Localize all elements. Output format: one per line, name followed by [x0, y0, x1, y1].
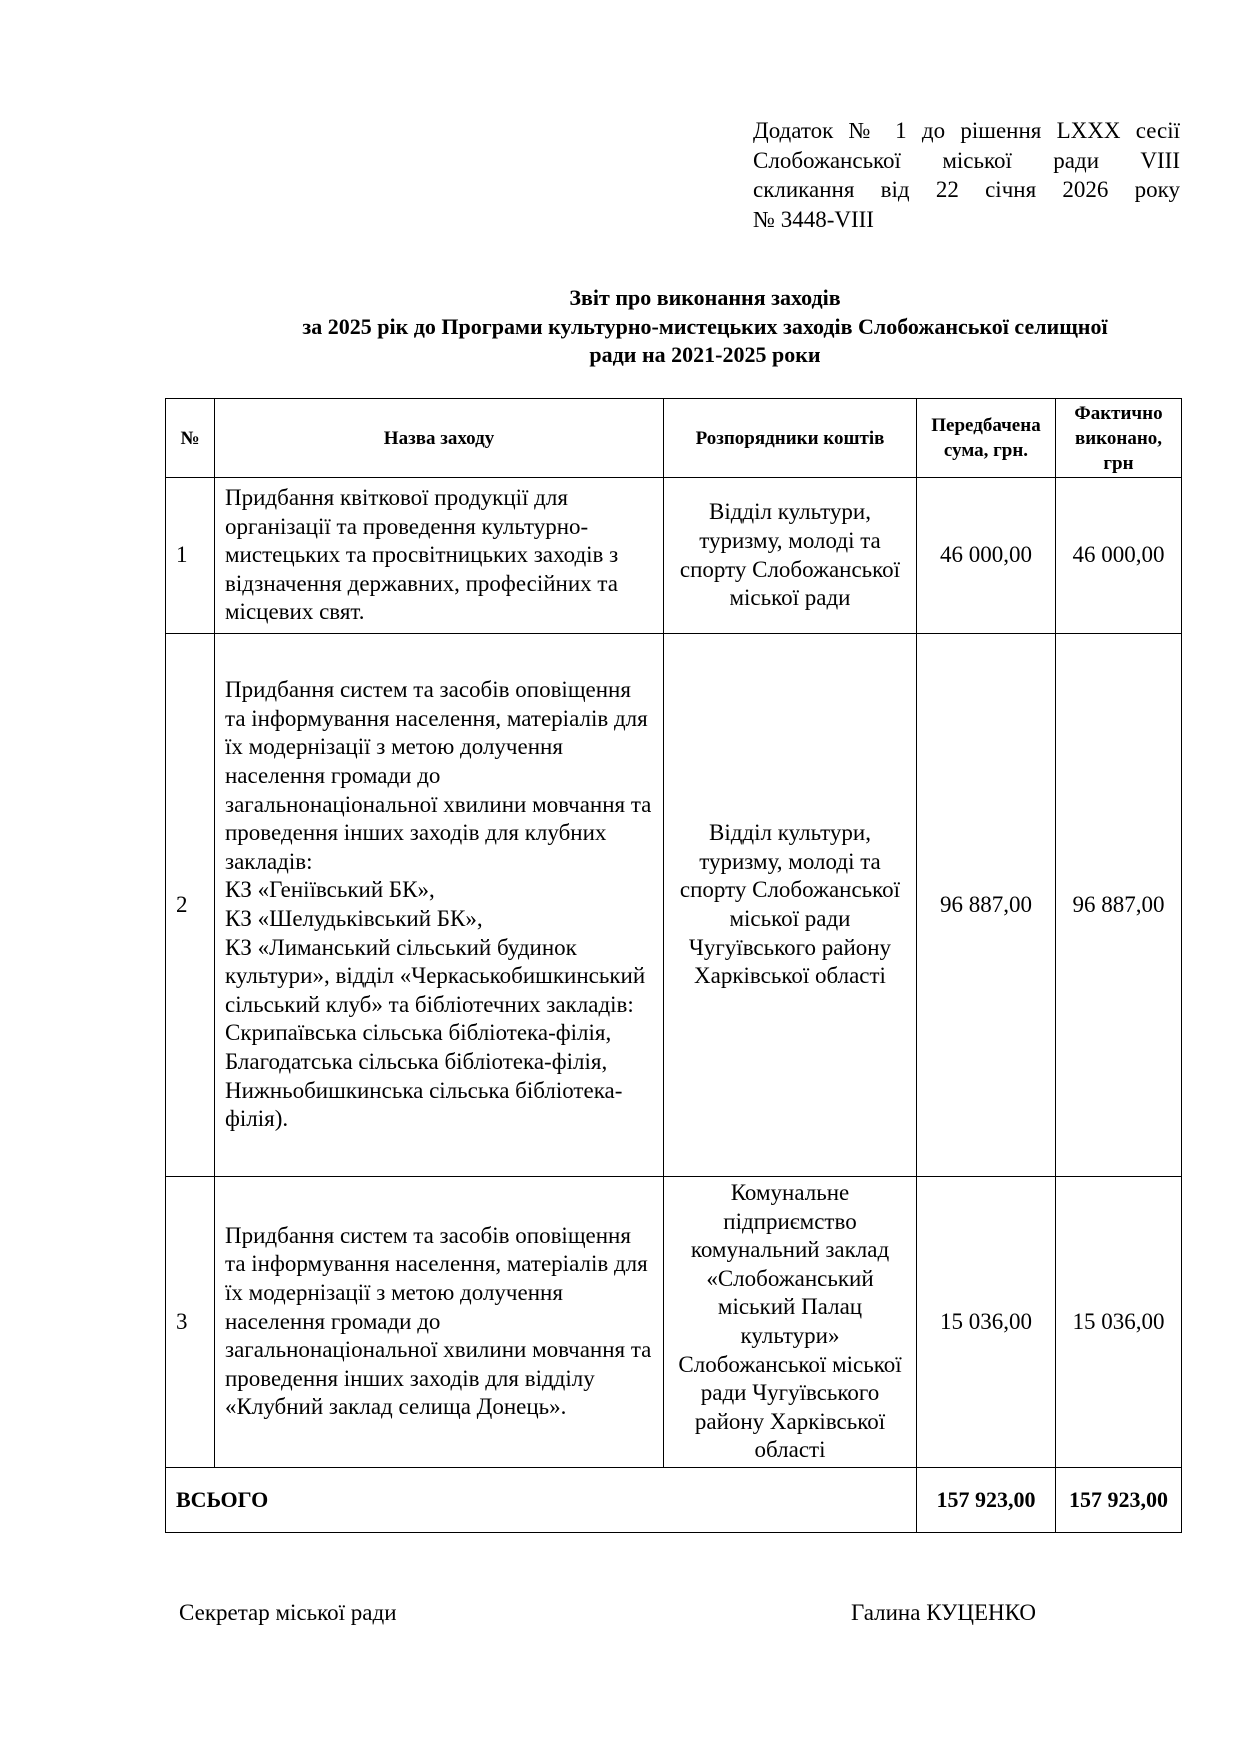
total-row [166, 1467, 1182, 1532]
row-planned: 96 887,00 [917, 634, 1056, 1177]
row-manager: Відділ культури, туризму, молоді та спорту Слобожанської міської ради [664, 478, 917, 634]
annex-line: Додаток № 1 до рішення LXXX сесії [753, 118, 1180, 143]
row-planned: 15 036,00 [917, 1177, 1056, 1468]
row-number: 2 [166, 634, 215, 1177]
total-planned: 157 923,00 [917, 1467, 1056, 1532]
table-row [166, 634, 1182, 1177]
row-actual: 15 036,00 [1056, 1177, 1182, 1468]
row-number: 3 [166, 1177, 215, 1468]
title-line: Звіт про виконання заходів [569, 285, 841, 310]
row-planned: 46 000,00 [917, 478, 1056, 634]
row-manager: Комунальне підприємство комунальний заклад «Слобожанський міський Палац культури» Слобожанської міської ради Чугуївського району Харківської області [664, 1177, 917, 1468]
row-name: Придбання систем та засобів оповіщення та інформування населення, матеріалів для їх модернізації з метою долучення населення громади до загальнонаціональної хвилини мовчання та проведення інших заходів для клубних закладів: КЗ «Геніївський БК», КЗ «Шелудьківський БК», КЗ «Лиманський сільський будинок культури», відділ «Черкаськобишкинський сільський клуб» та бібліотечних закладів: Скрипаївська сільська бібліотека-філія, Благодатська сільська бібліотека-філія, Нижньобишкинська сільська бібліотека-філія). [215, 634, 664, 1177]
annex-reference [753, 116, 1180, 234]
header-planned: Передбачена сума, грн. [917, 399, 1056, 478]
annex-line: скликання від 22 січня 2026 року [753, 177, 1180, 202]
table-row [166, 478, 1182, 634]
report-title [230, 284, 1180, 370]
row-manager: Відділ культури, туризму, молоді та спорту Слобожанської міської ради Чугуївського району Харківської області [664, 634, 917, 1177]
total-label: ВСЬОГО [166, 1467, 917, 1532]
table-header-row [166, 399, 1182, 478]
row-actual: 46 000,00 [1056, 478, 1182, 634]
row-number: 1 [166, 478, 215, 634]
signature-position: Секретар міської ради [179, 1600, 397, 1625]
header-name: Назва заходу [215, 399, 664, 478]
signature-name: Галина КУЦЕНКО [851, 1600, 1036, 1625]
row-actual: 96 887,00 [1056, 634, 1182, 1177]
annex-line: Слобожанської міської ради VIII [753, 147, 1180, 173]
header-manager: Розпорядники коштів [664, 399, 917, 478]
header-number: № [166, 399, 215, 478]
annex-line: № 3448-VIII [753, 206, 874, 232]
total-actual: 157 923,00 [1056, 1467, 1182, 1532]
row-name: Придбання квіткової продукції для організації та проведення культурно-мистецьких та просвітницьких заходів з відзначення державних, професійних та місцевих свят. [215, 478, 664, 634]
row-name: Придбання систем та засобів оповіщення та інформування населення, матеріалів для їх модернізації з метою долучення населення громади до загальнонаціональної хвилини мовчання та проведення інших заходів для відділу «Клубний заклад селища Донець». [215, 1177, 664, 1468]
title-line: ради на 2021-2025 роки [589, 342, 821, 367]
report-table [165, 398, 1182, 1533]
title-line: за 2025 рік до Програми культурно-мистецьких заходів Слобожанської селищної [302, 313, 1108, 339]
table-row [166, 1177, 1182, 1468]
header-actual: Фактично виконано, грн [1056, 399, 1182, 478]
